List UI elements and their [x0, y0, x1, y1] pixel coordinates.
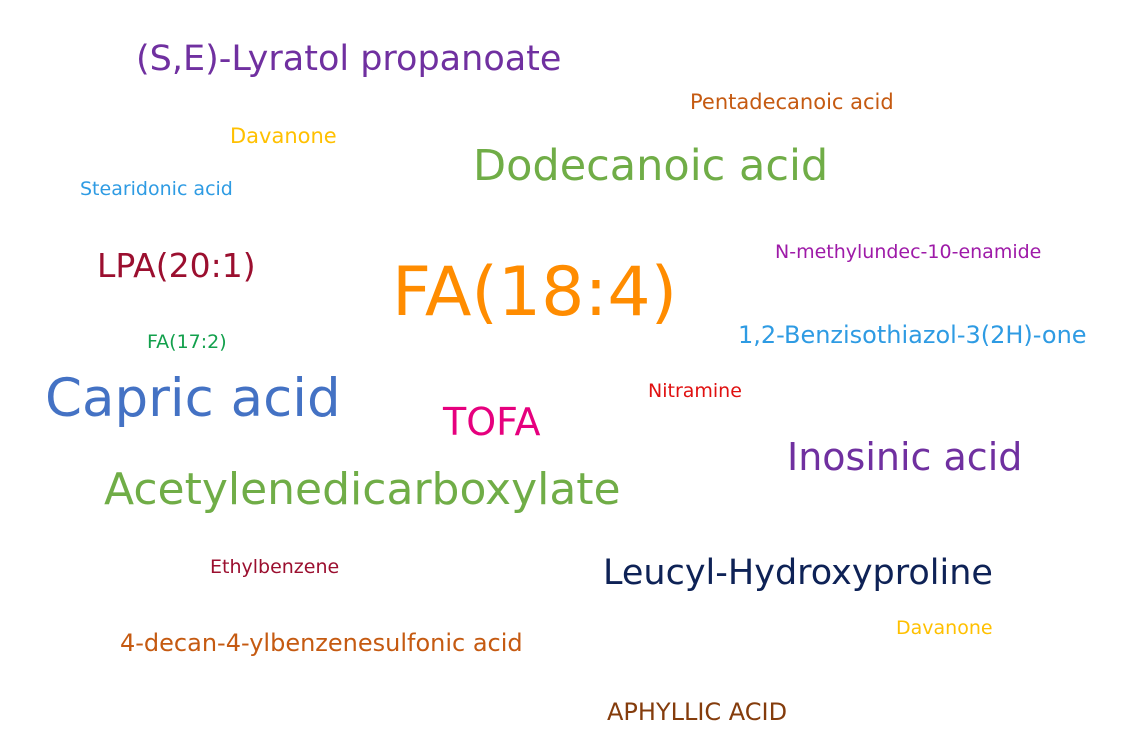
word: Leucyl-Hydroxyproline	[603, 553, 993, 593]
word: Dodecanoic acid	[473, 141, 829, 191]
word: Capric acid	[45, 368, 341, 429]
word: N-methylundec-10-enamide	[775, 241, 1042, 263]
word: 1,2-Benzisothiazol-3(2H)-one	[738, 321, 1087, 349]
word: TOFA	[443, 400, 541, 444]
word: Ethylbenzene	[210, 556, 340, 578]
word: Pentadecanoic acid	[690, 90, 894, 114]
word: Stearidonic acid	[80, 178, 233, 200]
word: LPA(20:1)	[97, 246, 256, 285]
word: FA(18:4)	[392, 253, 678, 332]
word: Inosinic acid	[787, 435, 1023, 479]
word: 4-decan-4-ylbenzenesulfonic acid	[120, 629, 523, 657]
word: Acetylenedicarboxylate	[104, 464, 621, 515]
word: (S,E)-Lyratol propanoate	[136, 39, 562, 79]
word: FA(17:2)	[147, 331, 227, 353]
word: Davanone	[230, 124, 337, 148]
word: APHYLLIC ACID	[607, 698, 788, 726]
word: Davanone	[896, 617, 993, 639]
word: Nitramine	[648, 380, 742, 402]
